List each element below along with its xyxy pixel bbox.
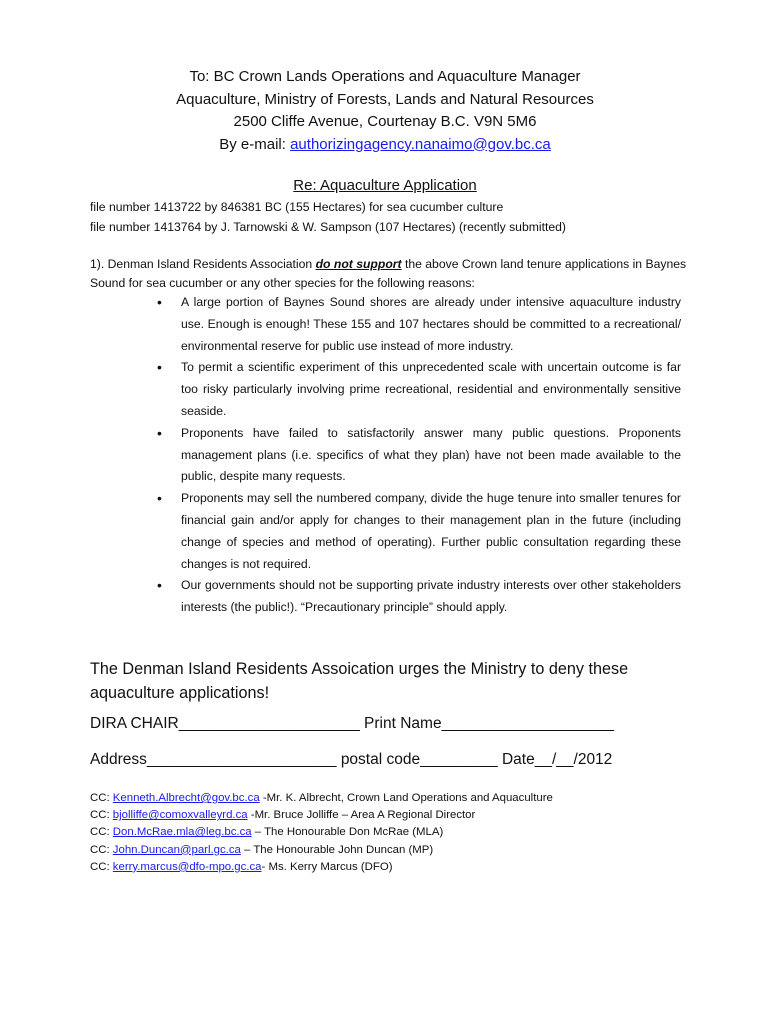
cc-prefix: CC:	[90, 860, 113, 873]
urge-statement: The Denman Island Residents Assoication urges the Ministry to deny these aquaculture applications!	[90, 660, 629, 702]
cc-email-link[interactable]: bjolliffe@comoxvalleyrd.ca	[112, 809, 248, 822]
letter-header	[0, 66, 770, 156]
subject-line: Re: Aquaculture Application	[293, 177, 477, 194]
cc-text: – The Honourable John Duncan (MP)	[240, 843, 434, 856]
cc-text: – The Honourable Don McRae (MLA)	[251, 826, 444, 839]
cc-email-link[interactable]: Don.McRae.mla@leg.bc.ca	[112, 826, 252, 839]
recipient-email-link[interactable]: authorizingagency.nanaimo@gov.bc.ca	[290, 135, 551, 153]
cc-item	[90, 842, 553, 859]
email-prefix: By e-mail:	[219, 135, 291, 153]
reason-item: • Our governments should not be supporting private industry interests over other stakeholders interests (the public!). “Precautionary principle” should apply.	[155, 575, 681, 619]
cc-text: -Mr. Bruce Jolliffe – Area A Regional Director	[247, 809, 476, 822]
intro-before: 1). Denman Island Residents Association	[90, 257, 316, 271]
reason-item: • Proponents may sell the numbered company, divide the huge tenure into smaller tenures for financial gain and/or apply for changes to their management plan in the future (including change of species and method of operating). Further public consultation regarding these changes is not required.	[155, 488, 681, 575]
reasons-list	[155, 292, 681, 619]
recipient-line: To: BC Crown Lands Operations and Aquaculture Manager	[189, 68, 581, 85]
reason-item: • To permit a scientific experiment of this unprecedented scale with uncertain outcome is far too risky particularly involving prime recreational, residential and environmentally sensitive seaside.	[155, 357, 681, 422]
reason-item: • A large portion of Baynes Sound shores are already under intensive aquaculture industry use. Enough is enough! These 155 and 107 hectares should be committed to a recreational/ environmental reserve for public use instead of more industry.	[155, 292, 681, 357]
cc-email-link[interactable]: kerry.marcus@dfo-mpo.gc.ca	[112, 860, 262, 873]
file-numbers	[90, 198, 566, 237]
cc-item	[90, 859, 553, 876]
intro-emphasis: do not support	[315, 257, 402, 271]
cc-email-link[interactable]: John.Duncan@parl.gc.ca	[112, 843, 241, 856]
file-number-2: file number 1413764 by J. Tarnowski & W. Sampson (107 Hectares) (recently submitted)	[90, 219, 566, 234]
signature-line: DIRA CHAIR_____________________ Print Name____________________	[90, 715, 614, 732]
address-line: 2500 Cliffe Avenue, Courtenay B.C. V9N 5M6	[233, 113, 537, 130]
ministry-line: Aquaculture, Ministry of Forests, Lands and Natural Resources	[176, 90, 594, 108]
cc-email-link[interactable]: Kenneth.Albrecht@gov.bc.ca	[112, 792, 260, 804]
email-line	[0, 134, 770, 157]
intro-after: the above Crown land tenure applications in Baynes Sound for sea cucumber or any other species for the following reasons:	[90, 257, 687, 290]
address-date-line: Address______________________ postal code_________ Date__/__/2012	[90, 751, 613, 768]
cc-list	[90, 790, 553, 876]
intro-paragraph	[90, 255, 690, 293]
reason-item: • Proponents have failed to satisfactorily answer many public questions. Proponents management plans (i.e. specifics of what they plan) have not been made available to the public, despite many requests.	[155, 423, 681, 488]
cc-text: -Mr. K. Albrecht, Crown Land Operations and Aquaculture	[259, 792, 553, 804]
cc-prefix: CC:	[90, 809, 113, 822]
file-number-1: file number 1413722 by 846381 BC (155 Hectares) for sea cucumber culture	[90, 200, 504, 214]
cc-item	[90, 807, 553, 824]
cc-prefix: CC:	[90, 843, 113, 856]
cc-text: - Ms. Kerry Marcus (DFO)	[261, 860, 393, 873]
cc-prefix: CC:	[90, 792, 113, 804]
cc-item	[90, 790, 553, 807]
cc-prefix: CC:	[90, 826, 113, 839]
cc-item	[90, 824, 553, 841]
